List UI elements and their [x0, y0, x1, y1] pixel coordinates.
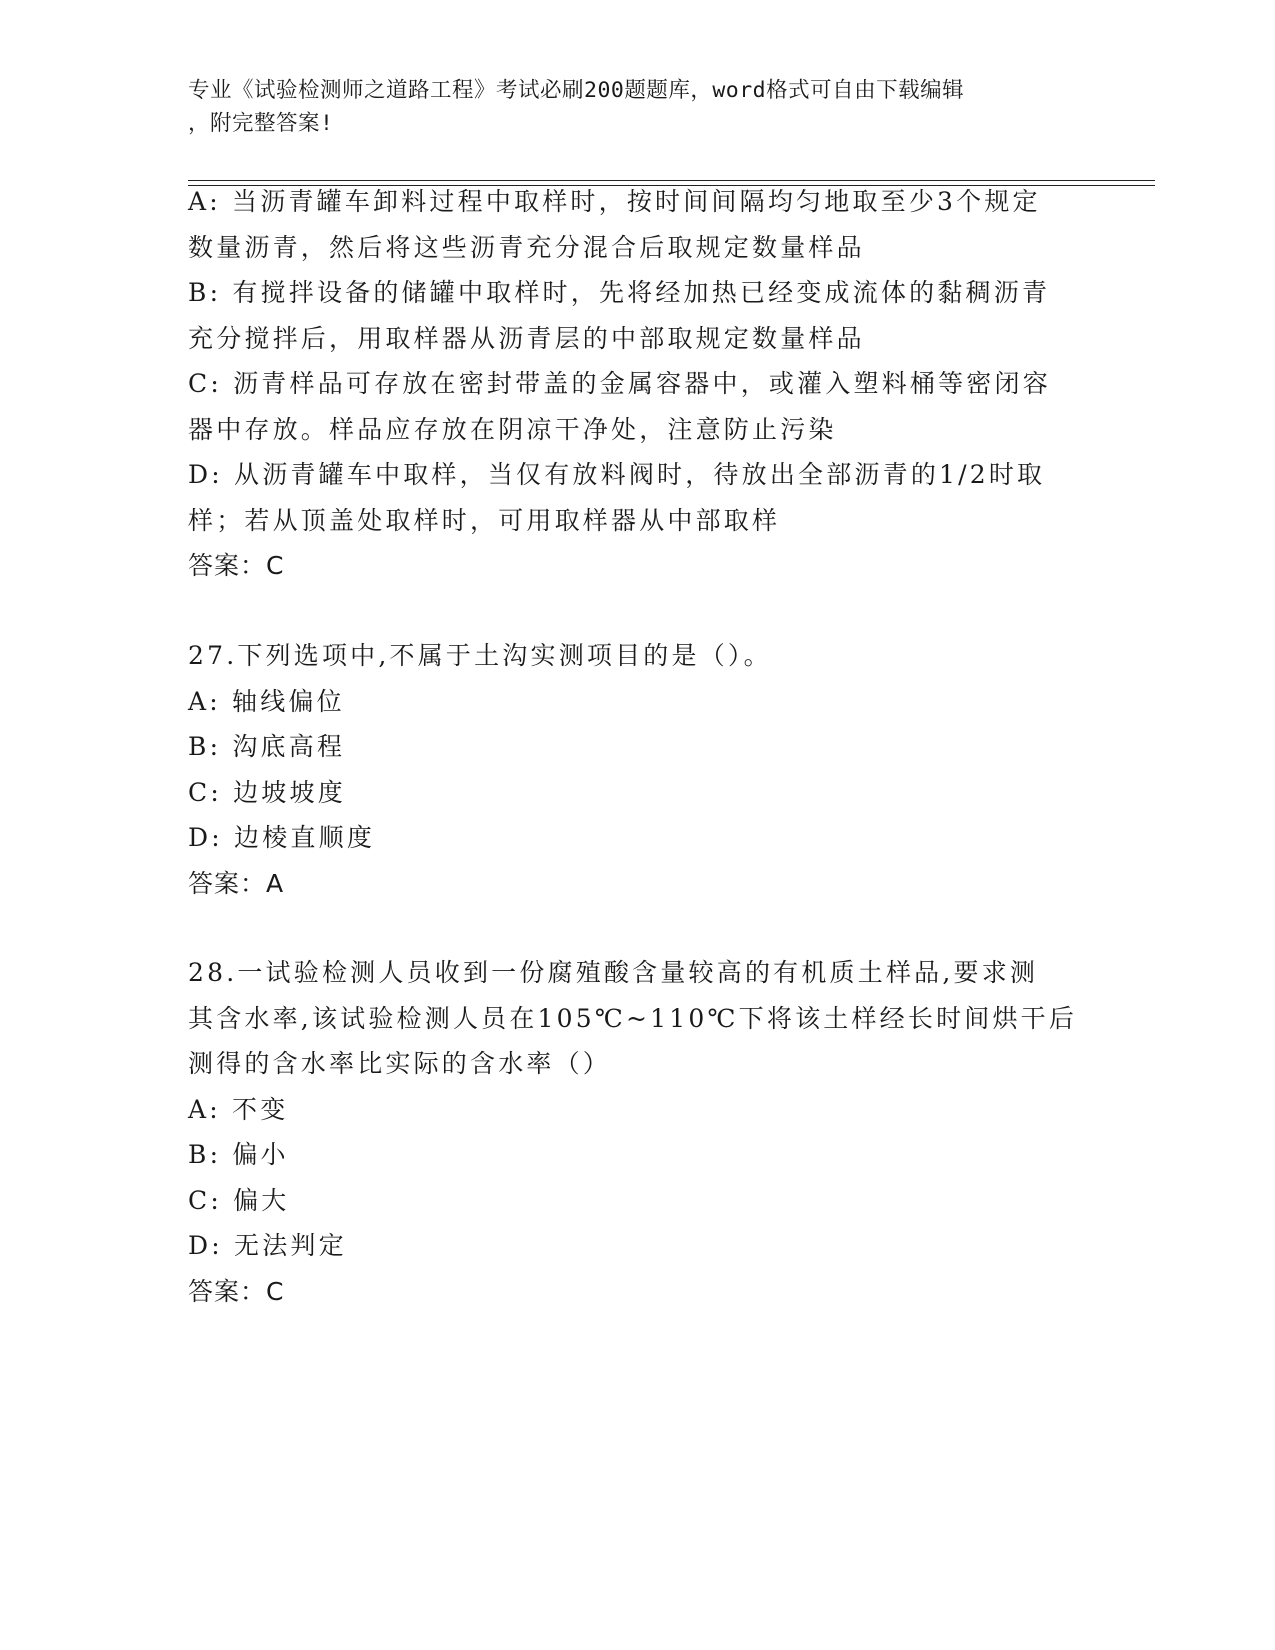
- q27-option-b: B: 沟底高程: [188, 732, 346, 761]
- question-26-block: [188, 179, 1088, 589]
- q26-option-d-line-1: D: 从沥青罐车中取样，当仅有放料阀时，待放出全部沥青的1/2时取: [188, 460, 1046, 489]
- q26-answer: 答案：C: [188, 551, 285, 580]
- q28-option-a: A: 不变: [188, 1094, 289, 1124]
- q28-question-line-1: 28.一试验检测人员收到一份腐殖酸含量较高的有机质土样品,要求测: [188, 958, 1039, 987]
- header-title-line-1: 专业《试验检测师之道路工程》考试必刷200题题库，word格式可自由下载编辑: [188, 78, 965, 103]
- question-28-block: [188, 950, 1088, 1314]
- page-header: [188, 74, 1078, 140]
- q28-option-d: D: 无法判定: [188, 1231, 347, 1260]
- q27-option-c: C: 边坡坡度: [188, 777, 346, 807]
- q26-option-c-line-2: 器中存放。样品应存放在阴凉干净处，注意防止污染: [188, 414, 837, 444]
- q26-option-d-line-2: 样；若从顶盖处取样时，可用取样器从中部取样: [188, 505, 781, 535]
- q26-option-b-line-1: B: 有搅拌设备的储罐中取样时，先将经加热已经变成流体的黏稠沥青: [188, 278, 1051, 307]
- q26-option-b-line-2: 充分搅拌后，用取样器从沥青层的中部取规定数量样品: [188, 323, 865, 353]
- q27-option-d: D: 边棱直顺度: [188, 823, 376, 852]
- q26-option-a-line-1: A: 当沥青罐车卸料过程中取样时，按时间间隔均匀地取至少3个规定: [188, 187, 1041, 216]
- header-title-line-2: ，附完整答案!: [188, 111, 334, 136]
- q28-question-line-3: 测得的含水率比实际的含水率（）: [188, 1049, 612, 1078]
- q28-option-c: C: 偏大: [188, 1185, 290, 1215]
- q28-question-line-2: 其含水率,该试验检测人员在105℃~110℃下将该土样经长时间烘干后: [188, 1003, 1078, 1033]
- q28-answer: 答案：C: [188, 1276, 285, 1306]
- q27-question: 27.下列选项中,不属于土沟实测项目的是（）。: [188, 641, 772, 670]
- q26-option-a-line-2: 数量沥青，然后将这些沥青充分混合后取规定数量样品: [188, 232, 865, 262]
- question-27-block: [188, 633, 1088, 906]
- q28-option-b: B: 偏小: [188, 1140, 289, 1169]
- q26-option-c-line-1: C: 沥青样品可存放在密封带盖的金属容器中，或灌入塑料桶等密闭容: [188, 369, 1051, 398]
- q27-answer: 答案：A: [188, 868, 285, 898]
- q27-option-a: A: 轴线偏位: [188, 686, 345, 716]
